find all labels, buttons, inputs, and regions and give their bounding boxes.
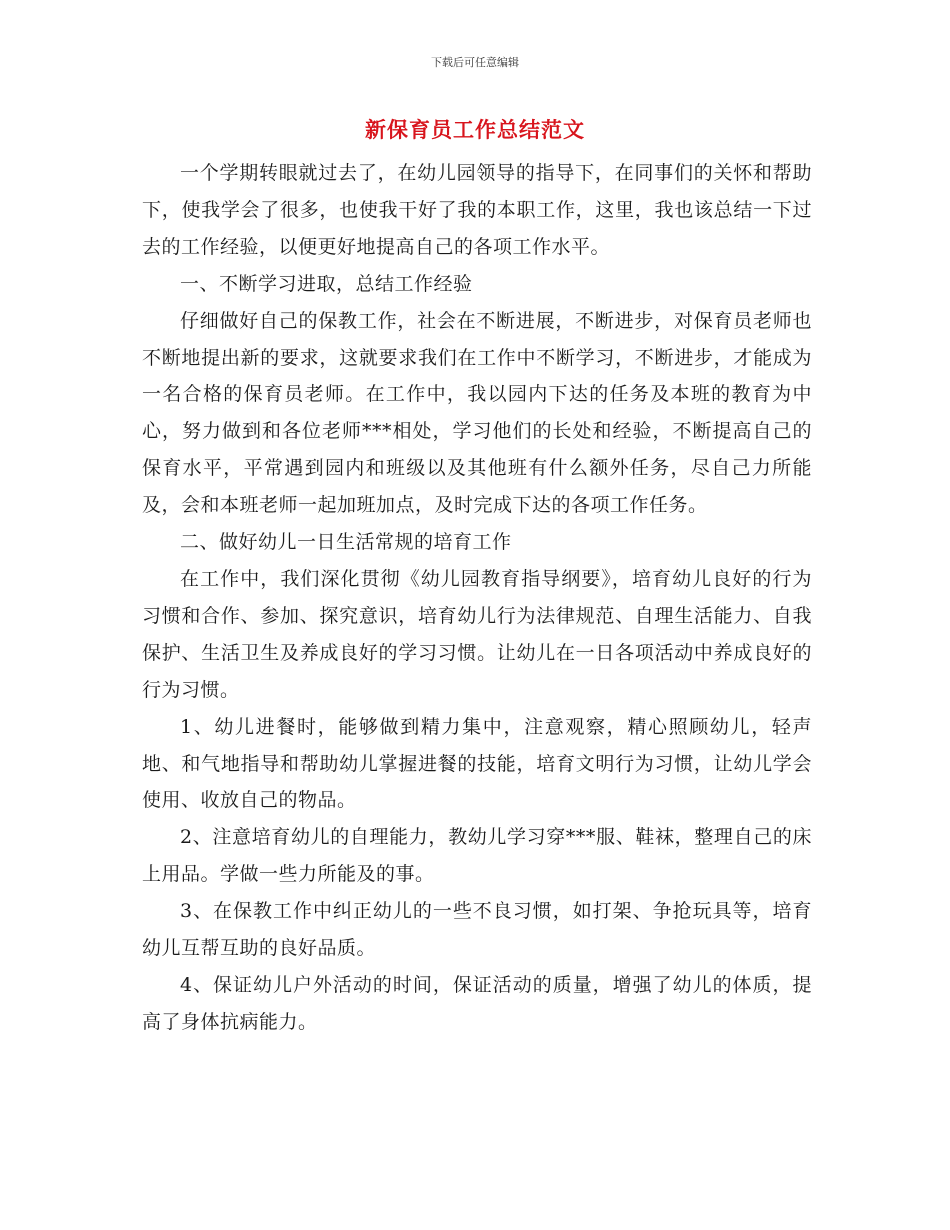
paragraph-section-2: 在工作中，我们深化贯彻《幼儿园教育指导纲要》，培育幼儿良好的行为习惯和合作、参加、探究意识，培育幼儿行为法律规范、自理生活能力、自我保护、生活卫生及养成良好的学习习惯。让幼儿在一日各项活动中养成良好的行为习惯。 [142,567,812,701]
list-item-3: 3、在保教工作中纠正幼儿的一些不良习惯，如打架、争抢玩具等，培育幼儿互帮互助的良好品质。 [142,900,812,960]
list-item-2: 2、注意培育幼儿的自理能力，教幼儿学习穿***服、鞋袜，整理自己的床上用品。学做一些力所能及的事。 [142,826,812,886]
section-heading-2: 二、做好幼儿一日生活常规的培育工作 [180,531,512,554]
paragraph-intro: 一个学期转眼就过去了，在幼儿园领导的指导下，在同事们的关怀和帮助下，使我学会了很多，也使我干好了我的本职工作，这里，我也该总结一下过去的工作经验，以便更好地提高自己的各项工作水平。 [142,162,812,258]
list-item-1: 1、幼儿进餐时，能够做到精力集中，注意观察，精心照顾幼儿，轻声地、和气地指导和帮助幼儿掌握进餐的技能，培育文明行为习惯，让幼儿学会使用、收放自己的物品。 [142,715,812,812]
section-heading-1: 一、不断学习进取，总结工作经验 [180,272,473,295]
list-item-4: 4、保证幼儿户外活动的时间，保证活动的质量，增强了幼儿的体质，提高了身体抗病能力。 [142,973,812,1033]
document-body [142,155,812,1041]
document-title: 新保育员工作总结范文 [365,117,585,142]
paragraph-section-1: 仔细做好自己的保教工作，社会在不断进展，不断进步，对保育员老师也不断地提出新的要求，这就要求我们在工作中不断学习，不断进步，才能成为一名合格的保育员老师。在工作中，我以园内下达的任务及本班的教育为中心，努力做到和各位老师***相处，学习他们的长处和经验，不断提高自己的保育水平，平常遇到园内和班级以及其他班有什么额外任务，尽自己力所能及，会和本班老师一起加班加点，及时完成下达的各项工作任务。 [142,309,812,517]
header-note: 下载后可任意编辑 [431,56,519,69]
